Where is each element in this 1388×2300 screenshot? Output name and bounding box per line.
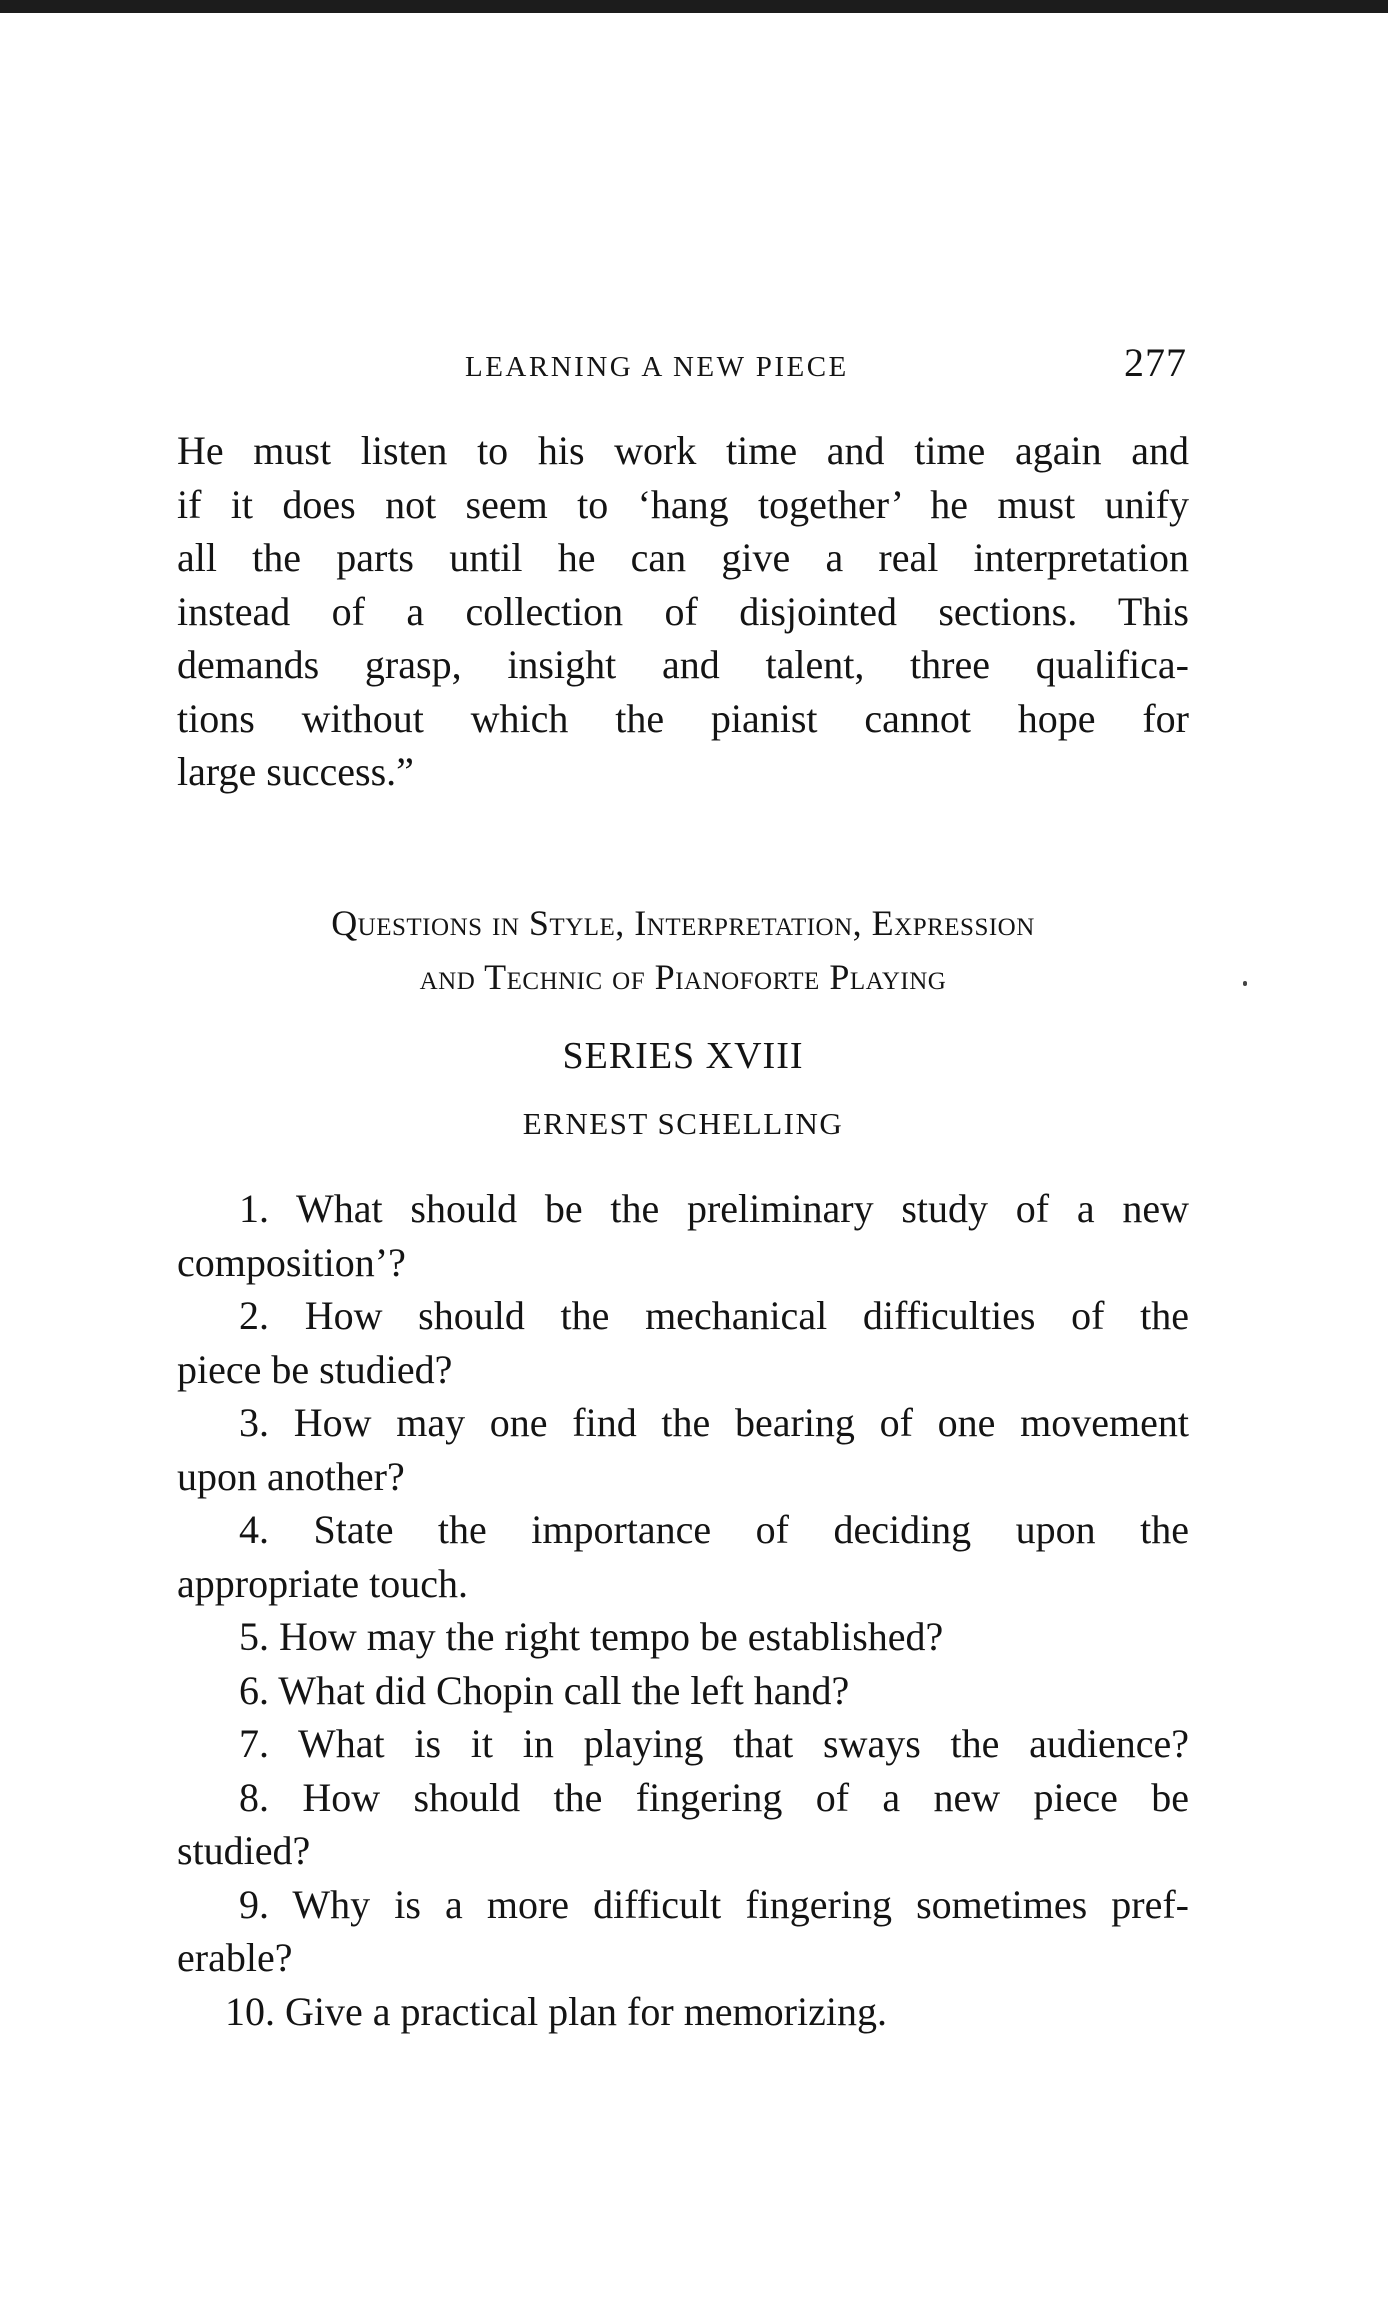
- intro-line: large success.”: [177, 749, 414, 794]
- running-title: LEARNING A NEW PIECE: [465, 351, 849, 383]
- series-title: SERIES XVIII: [562, 1035, 804, 1077]
- question-item: 7. What is it in playing that sways the audience?: [239, 1721, 1189, 1766]
- question-item: 9. Why is a more difficult fingering sometimes pref-: [239, 1881, 1189, 1927]
- intro-line: if it does not seem to ‘hang together’ he must unify: [177, 481, 1189, 527]
- intro-line: instead of a collection of disjointed sections. This: [177, 588, 1189, 634]
- question-item-continuation: erable?: [177, 1935, 293, 1980]
- question-item-continuation: appropriate touch.: [177, 1560, 468, 1606]
- section-heading-line: Questions in Style, Interpretation, Expression: [331, 903, 1035, 943]
- question-item-continuation: piece be studied?: [177, 1346, 453, 1392]
- section-heading-line: and Technic of Pianoforte Playing: [419, 957, 947, 997]
- question-item-continuation: studied?: [177, 1828, 311, 1873]
- intro-line: He must listen to his work time and time again and: [177, 428, 1189, 473]
- ink-speck: [1243, 981, 1247, 986]
- question-item: 8. How should the fingering of a new piece be: [239, 1774, 1189, 1820]
- page-number: 277: [1124, 340, 1187, 385]
- intro-line: demands grasp, insight and talent, three qualifica-: [177, 642, 1189, 687]
- question-item: 5. How may the right tempo be established?: [239, 1614, 944, 1659]
- question-item: 3. How may one find the bearing of one movement: [239, 1400, 1189, 1445]
- intro-paragraph: [177, 424, 1189, 799]
- section-heading: [177, 896, 1189, 1004]
- question-item-continuation: composition’?: [177, 1239, 406, 1285]
- author-name: ERNEST SCHELLING: [522, 1106, 844, 1141]
- question-item-continuation: upon another?: [177, 1453, 405, 1499]
- question-item: 1. What should be the preliminary study of a new: [239, 1186, 1189, 1231]
- intro-line: tions without which the pianist cannot hope for: [177, 695, 1189, 741]
- question-list: [177, 1182, 1189, 2038]
- question-item: 2. How should the mechanical difficulties of the: [239, 1293, 1189, 1338]
- question-item: 4. State the importance of deciding upon the: [239, 1507, 1189, 1552]
- question-item: 10. Give a practical plan for memorizing.: [225, 1988, 887, 2034]
- intro-line: all the parts until he can give a real interpretation: [177, 535, 1189, 580]
- question-item: 6. What did Chopin call the left hand?: [239, 1667, 850, 1713]
- page-top-edge: [0, 0, 1388, 13]
- running-head: [177, 337, 1189, 397]
